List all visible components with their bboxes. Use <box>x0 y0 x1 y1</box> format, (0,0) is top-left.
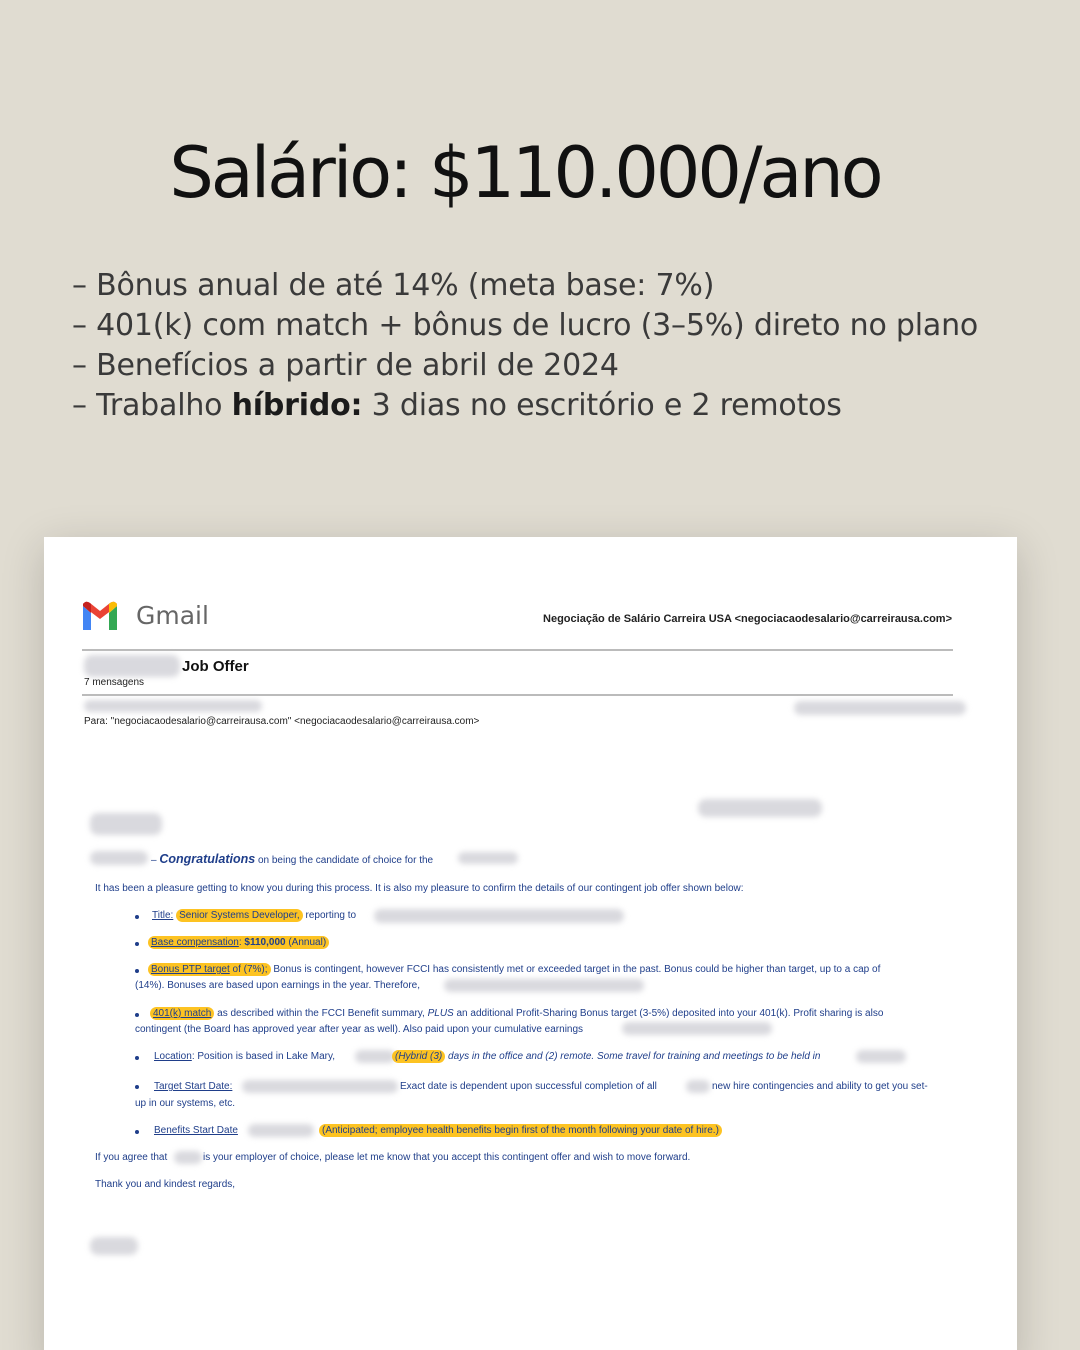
bonus-target: of (7%); <box>229 964 268 975</box>
benefits-label: Benefits Start Date <box>154 1125 238 1136</box>
redacted-from <box>84 700 262 712</box>
k-line1b: an additional Profit-Sharing Bonus target (3-5%) deposited into your 401(k). Profit sharing is also <box>453 1008 884 1019</box>
loc-hybrid: (Hybrid (3) <box>392 1050 445 1063</box>
benefits-highlight: (Anticipated; employee health benefits begin first of the month following your date of hire.) <box>319 1124 722 1137</box>
bullet-dot <box>135 1013 139 1017</box>
congrats-post: on being the candidate of choice for the <box>255 855 434 866</box>
redacted-401k <box>622 1022 772 1035</box>
bullet-hybrid <box>72 386 978 426</box>
k-plus: PLUS <box>427 1008 454 1019</box>
bullet-dot <box>135 1056 139 1060</box>
start-line2: up in our systems, etc. <box>135 1098 236 1109</box>
bullet-dot <box>135 915 139 919</box>
bullet-dot <box>135 1130 139 1134</box>
base-value: $110,000 <box>244 937 286 948</box>
redacted-benefits <box>248 1124 314 1137</box>
sign-off: Thank you and kindest regards, <box>95 1179 236 1190</box>
bullet-dot <box>135 969 139 973</box>
gmail-logo-icon <box>80 600 120 632</box>
benefits-note <box>319 1123 722 1139</box>
redacted-greeting <box>90 813 162 835</box>
bonus-line1: Bonus is contingent, however FCCI has consistently met or exceeded target in the past. Bonus could be higher than target, up to a cap of <box>270 964 881 975</box>
start-line1b: new hire contingencies and ability to get you set- <box>712 1081 928 1092</box>
redacted-role <box>458 852 518 864</box>
email-printout <box>44 537 1017 1350</box>
start-line1: Exact date is dependent upon successful completion of all <box>400 1081 657 1092</box>
base-post: (Annual) <box>285 937 327 948</box>
base-label: Base compensation <box>151 937 239 948</box>
k-label: 401(k) match <box>150 1007 214 1020</box>
redacted-start <box>242 1080 398 1093</box>
loc-hybrid-line <box>392 1049 820 1065</box>
subject-divider <box>82 694 953 696</box>
redacted-bonus <box>444 979 644 992</box>
congrats-line <box>151 851 433 869</box>
bonus-label: Bonus PTP target <box>151 964 230 975</box>
offer-base <box>148 935 329 951</box>
summary-bullets <box>72 266 978 426</box>
headline: Salário: $110.000/ano <box>169 132 881 214</box>
agree-post: is your employer of choice, please let me know that you accept this contingent offer and wish to move forward. <box>203 1152 691 1163</box>
bullet-dot <box>135 1085 139 1089</box>
loc-post: days in the office and (2) remote. Some travel for training and meetings to be held in <box>445 1051 821 1062</box>
sender-address: Negociação de Salário Carreira USA <negociacaodesalario@carreirausa.com> <box>543 613 952 625</box>
message-count: 7 mensagens <box>84 677 145 688</box>
offer-start <box>154 1079 232 1095</box>
congrats-word: Congratulations <box>159 852 256 866</box>
intro-text: It has been a pleasure getting to know you during this process. It is also my pleasure to confirm the details of our contingent job offer shown below: <box>95 883 744 894</box>
redacted-date <box>794 701 966 715</box>
k-line1a: as described within the FCCI Benefit summary, <box>214 1008 428 1019</box>
redacted-manager <box>374 909 624 923</box>
offer-benefits <box>154 1123 238 1139</box>
redacted-signature <box>90 1237 138 1255</box>
redacted-block <box>698 799 822 817</box>
k-line2: contingent (the Board has approved year after year as well). Also paid upon your cumulative earnings <box>135 1024 584 1035</box>
recipient-line: Para: "negociacaodesalario@carreirausa.com" <negociacaodesalario@carreirausa.com> <box>84 716 480 727</box>
email-subject: Job Offer <box>182 658 249 675</box>
bullet-benefits: – Benefícios a partir de abril de 2024 <box>72 348 619 383</box>
redacted-candidate <box>90 851 148 865</box>
congrats-prefix: – <box>151 855 160 866</box>
loc-text: : Position is based in Lake Mary, <box>191 1051 336 1062</box>
loc-label: Location <box>154 1051 192 1062</box>
redacted-employer <box>174 1151 202 1164</box>
offer-401k <box>150 1006 883 1022</box>
header-divider <box>82 649 953 651</box>
redacted-name <box>84 655 180 677</box>
offer-title <box>152 908 356 924</box>
bullet-hybrid-pre: – Trabalho <box>72 388 232 423</box>
redacted-city <box>856 1050 906 1063</box>
redacted-state <box>355 1050 395 1063</box>
bullet-hybrid-bold: híbrido: <box>231 388 363 423</box>
redacted-company <box>686 1080 710 1093</box>
offer-bonus <box>148 962 880 978</box>
title-label: Title: <box>152 910 174 921</box>
title-value: Senior Systems Developer, <box>176 909 303 922</box>
title-post: reporting to <box>302 910 357 921</box>
bullet-dot <box>135 942 139 946</box>
bullet-hybrid-post: 3 dias no escritório e 2 remotos <box>362 388 842 423</box>
bullet-401k: – 401(k) com match + bônus de lucro (3–5%) direto no plano <box>72 308 979 343</box>
start-label: Target Start Date: <box>154 1081 233 1092</box>
offer-location <box>154 1049 335 1065</box>
bullet-bonus: – Bônus anual de até 14% (meta base: 7%) <box>72 268 715 303</box>
bonus-line2: (14%). Bonuses are based upon earnings in the year. Therefore, <box>135 980 420 991</box>
base-sep: : <box>238 937 245 948</box>
agree-pre: If you agree that <box>95 1152 168 1163</box>
gmail-wordmark: Gmail <box>136 601 209 630</box>
